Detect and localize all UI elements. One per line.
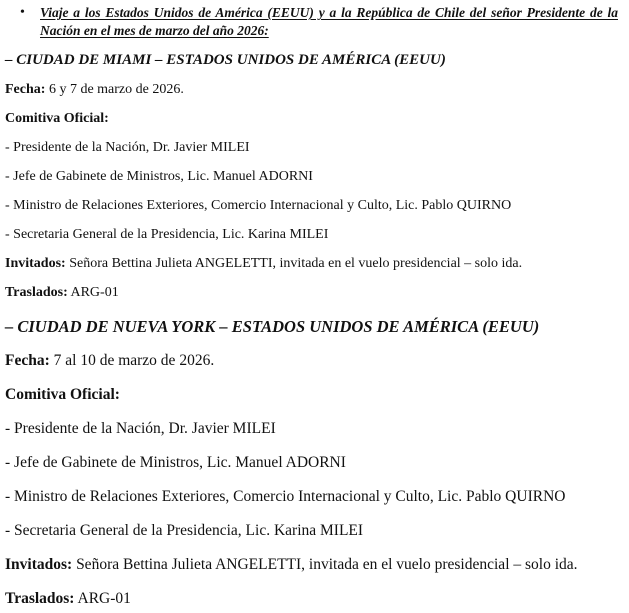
section-miami (5, 51, 618, 302)
fecha-label: Fecha: (5, 82, 46, 97)
invitados-value: Señora Bettina Julieta ANGELETTI, invitada en el vuelo presidencial – solo ida. (72, 556, 578, 573)
member-line: - Ministro de Relaciones Exteriores, Comercio Internacional y Culto, Lic. Pablo QUIRNO (5, 488, 566, 505)
traslados-line (5, 588, 618, 609)
invitados-line (5, 554, 618, 575)
invitados-value: Señora Bettina Julieta ANGELETTI, invitada en el vuelo presidencial – solo ida. (65, 256, 523, 271)
traslados-line (5, 283, 618, 302)
trip-intro-text: Viaje a los Estados Unidos de América (EEUU) y a la República de Chile del señor Presidente de la Nación en el mes de marzo del año 2026: (40, 5, 618, 38)
bullet-marker-icon: • (20, 5, 25, 20)
comitiva-label: Comitiva Oficial: (5, 111, 109, 126)
fecha-line (5, 350, 618, 371)
invitados-label: Invitados: (5, 256, 66, 271)
member-line: - Jefe de Gabinete de Ministros, Lic. Manuel ADORNI (5, 169, 313, 184)
member-line: - Presidente de la Nación, Dr. Javier MILEI (5, 420, 276, 437)
fecha-label: Fecha: (5, 352, 50, 369)
traslados-label: Traslados: (5, 285, 68, 300)
fecha-value: 6 y 7 de marzo de 2026. (45, 82, 184, 97)
section-miami-heading: – CIUDAD DE MIAMI – ESTADOS UNIDOS DE AMÉRICA (EEUU) (5, 52, 446, 68)
traslados-value: ARG-01 (74, 590, 131, 607)
member-line: - Secretaria General de la Presidencia, Lic. Karina MILEI (5, 227, 329, 242)
member-line: - Secretaria General de la Presidencia, Lic. Karina MILEI (5, 522, 364, 539)
section-nueva-york-heading: – CIUDAD DE NUEVA YORK – ESTADOS UNIDOS DE AMÉRICA (EEUU) (5, 317, 540, 336)
traslados-value: ARG-01 (67, 285, 119, 300)
member-line: - Ministro de Relaciones Exteriores, Comercio Internacional y Culto, Lic. Pablo QUIRNO (5, 198, 512, 213)
section-nueva-york (5, 316, 618, 609)
invitados-line (5, 254, 618, 273)
trip-intro-bullet-item (5, 4, 618, 40)
invitados-label: Invitados: (5, 556, 73, 573)
member-line: - Presidente de la Nación, Dr. Javier MILEI (5, 140, 250, 155)
comitiva-label: Comitiva Oficial: (5, 386, 120, 403)
fecha-value: 7 al 10 de marzo de 2026. (49, 352, 215, 369)
fecha-line (5, 80, 618, 99)
member-line: - Jefe de Gabinete de Ministros, Lic. Manuel ADORNI (5, 454, 346, 471)
traslados-label: Traslados: (5, 590, 75, 607)
